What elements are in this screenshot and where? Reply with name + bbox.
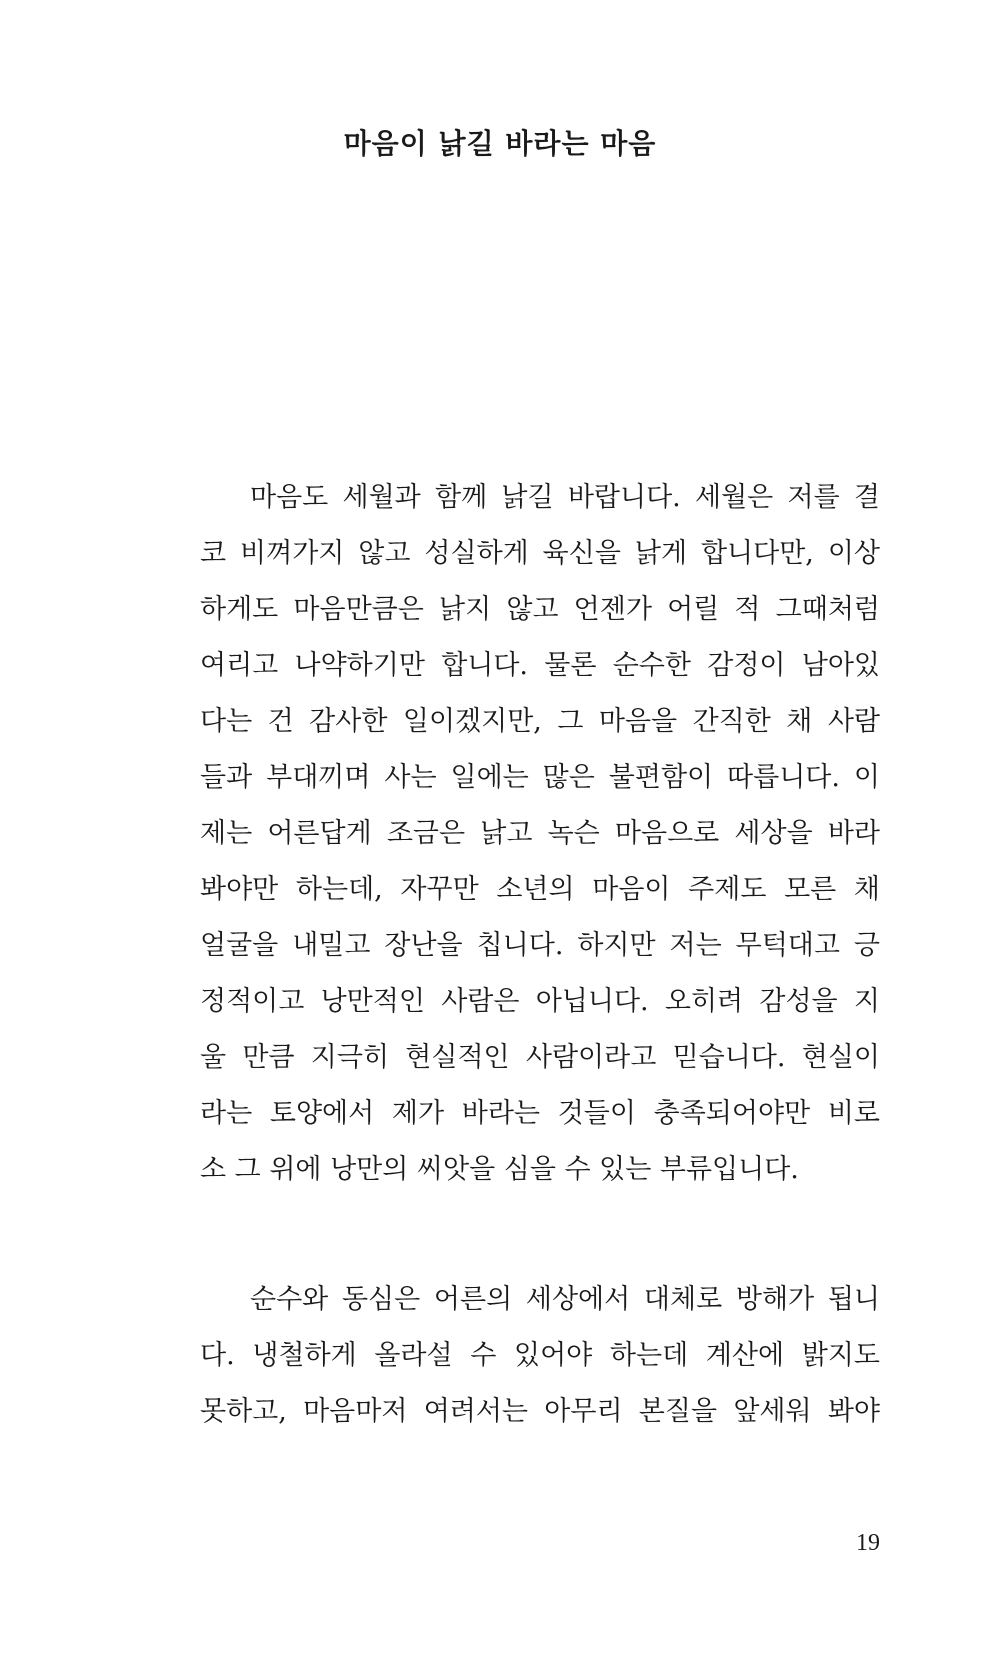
text-line: 하게도 마음만큼은 낡지 않고 언젠가 어릴 적 그때처럼: [200, 594, 880, 625]
text-line: 코 비껴가지 않고 성실하게 육신을 낡게 합니다만, 이상: [200, 538, 880, 569]
text-line: 여리고 나약하기만 합니다. 물론 순수한 감정이 남아있: [200, 650, 880, 681]
text-line: 순수와 동심은 어른의 세상에서 대체로 방해가 됩니: [250, 1284, 880, 1315]
text-line: 못하고, 마음마저 여려서는 아무리 본질을 앞세워 봐야: [200, 1396, 880, 1427]
text-line: 정적이고 낭만적인 사람은 아닙니다. 오히려 감성을 지: [200, 986, 880, 1017]
text-line: 울 만큼 지극히 현실적인 사람이라고 믿습니다. 현실이: [200, 1042, 880, 1073]
text-line: 다. 냉철하게 올라설 수 있어야 하는데 계산에 밝지도: [200, 1340, 880, 1371]
text-line: 마음도 세월과 함께 낡길 바랍니다. 세월은 저를 결: [250, 482, 880, 513]
text-line: 들과 부대끼며 사는 일에는 많은 불편함이 따릅니다. 이: [200, 762, 880, 793]
text-line: 다는 건 감사한 일이겠지만, 그 마음을 간직한 채 사람: [200, 706, 880, 737]
text-line: 얼굴을 내밀고 장난을 칩니다. 하지만 저는 무턱대고 긍: [200, 930, 880, 961]
text-line: 라는 토양에서 제가 바라는 것들이 충족되어야만 비로: [200, 1098, 880, 1129]
text-line: 봐야만 하는데, 자꾸만 소년의 마음이 주제도 모른 채: [200, 874, 880, 905]
body-paragraph: [200, 1272, 880, 1440]
text-line: 제는 어른답게 조금은 낡고 녹슨 마음으로 세상을 바라: [200, 818, 880, 849]
chapter-title: 마음이 낡길 바라는 마음: [343, 127, 657, 160]
text-line: 소 그 위에 낭만의 씨앗을 심을 수 있는 부류입니다.: [200, 1154, 799, 1185]
body-paragraph: [200, 470, 880, 1198]
page-number: 19: [856, 1530, 880, 1556]
